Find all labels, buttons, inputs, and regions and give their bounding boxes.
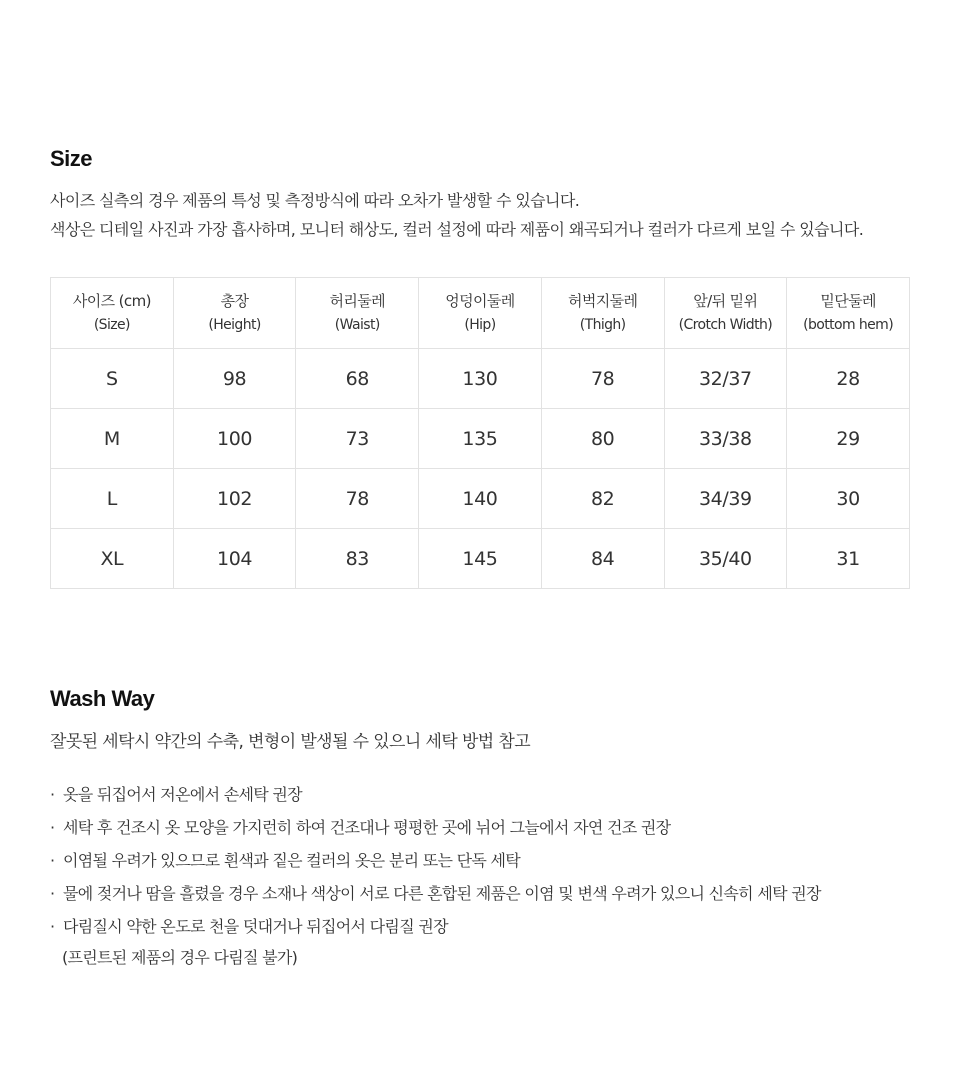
header-height <box>173 278 296 349</box>
header-thigh <box>541 278 664 349</box>
table-cell: 102 <box>173 469 296 529</box>
list-item-text: 이염될 우려가 있으므로 흰색과 짙은 컬러의 옷은 분리 또는 단독 세탁 <box>63 851 521 870</box>
header-sublabel: (Waist) <box>334 317 380 333</box>
table-cell: 135 <box>419 409 542 469</box>
table-row <box>51 409 910 469</box>
table-cell: 35/40 <box>664 529 787 589</box>
size-section-title: Size <box>50 146 93 171</box>
table-cell: 145 <box>419 529 542 589</box>
wash-instructions-list <box>50 778 930 943</box>
table-cell: 78 <box>541 349 664 409</box>
bullet-dot: · <box>50 818 55 837</box>
size-table-header-row <box>51 278 910 349</box>
header-waist <box>296 278 419 349</box>
header-hem <box>787 278 910 349</box>
table-cell: 98 <box>173 349 296 409</box>
size-note: 색상은 디테일 사진과 가장 흡사하며, 모니터 해상도, 컬러 설정에 따라 제품이 왜곡되거나 컬러가 다르게 보일 수 있습니다. <box>50 220 864 239</box>
header-label: 밑단둘레 <box>820 292 876 310</box>
table-row <box>51 529 910 589</box>
bullet-dot: · <box>50 851 55 870</box>
table-cell: 82 <box>541 469 664 529</box>
list-item-text: 옷을 뒤집어서 저온에서 손세탁 권장 <box>63 785 302 804</box>
table-row <box>51 469 910 529</box>
table-cell: 68 <box>296 349 419 409</box>
wash-section-title: Wash Way <box>50 686 155 711</box>
header-label: 허리둘레 <box>329 292 386 310</box>
header-sublabel: (Crotch Width) <box>678 317 773 333</box>
header-size <box>51 278 174 349</box>
table-cell: 31 <box>787 529 910 589</box>
list-item <box>50 910 930 943</box>
table-cell-size: M <box>51 409 174 469</box>
header-sublabel: (Thigh) <box>579 317 626 333</box>
list-item <box>50 778 930 811</box>
list-item-text: 물에 젖거나 땀을 흘렸을 경우 소재나 색상이 서로 다른 혼합된 제품은 이염 및 변색 우려가 있으니 신속히 세탁 권장 <box>63 884 821 903</box>
header-label: 총장 <box>220 292 249 310</box>
list-item-text: 다림질시 약한 온도로 천을 덧대거나 뒤집어서 다림질 권장 <box>63 917 448 936</box>
table-cell: 80 <box>541 409 664 469</box>
bullet-dot: · <box>50 785 55 804</box>
table-cell: 33/38 <box>664 409 787 469</box>
size-note: 사이즈 실측의 경우 제품의 특성 및 측정방식에 따라 오차가 발생할 수 있습니다. <box>50 191 580 210</box>
table-cell-size: S <box>51 349 174 409</box>
table-cell: 83 <box>296 529 419 589</box>
header-sublabel: (Hip) <box>464 317 496 333</box>
size-table <box>50 277 910 589</box>
header-sublabel: (Size) <box>93 317 130 333</box>
header-label: 사이즈 (cm) <box>72 292 151 310</box>
table-cell: 29 <box>787 409 910 469</box>
table-cell: 73 <box>296 409 419 469</box>
bullet-dot: · <box>50 884 55 903</box>
list-item <box>50 844 930 877</box>
table-cell: 32/37 <box>664 349 787 409</box>
header-crotch <box>664 278 787 349</box>
table-cell: 28 <box>787 349 910 409</box>
wash-sub-note: (프린트된 제품의 경우 다림질 불가) <box>62 948 298 967</box>
header-hip <box>419 278 542 349</box>
table-cell: 100 <box>173 409 296 469</box>
header-label: 앞/뒤 밑위 <box>693 292 758 310</box>
table-cell: 104 <box>173 529 296 589</box>
table-cell: 140 <box>419 469 542 529</box>
table-cell: 84 <box>541 529 664 589</box>
header-sublabel: (Height) <box>208 317 261 333</box>
size-notes <box>50 186 920 244</box>
table-cell: 130 <box>419 349 542 409</box>
list-item <box>50 877 930 910</box>
list-item <box>50 811 930 844</box>
table-cell: 34/39 <box>664 469 787 529</box>
wash-intro: 잘못된 세탁시 약간의 수축, 변형이 발생될 수 있으니 세탁 방법 참고 <box>50 732 531 752</box>
header-label: 허벅지둘레 <box>567 292 638 310</box>
table-row <box>51 349 910 409</box>
table-cell: 30 <box>787 469 910 529</box>
table-cell-size: L <box>51 469 174 529</box>
header-sublabel: (bottom hem) <box>803 317 894 333</box>
bullet-dot: · <box>50 917 55 936</box>
table-cell-size: XL <box>51 529 174 589</box>
list-item-text: 세탁 후 건조시 옷 모양을 가지런히 하여 건조대나 평평한 곳에 뉘어 그늘에서 자연 건조 권장 <box>63 818 671 837</box>
header-label: 엉덩이둘레 <box>445 292 515 310</box>
table-cell: 78 <box>296 469 419 529</box>
